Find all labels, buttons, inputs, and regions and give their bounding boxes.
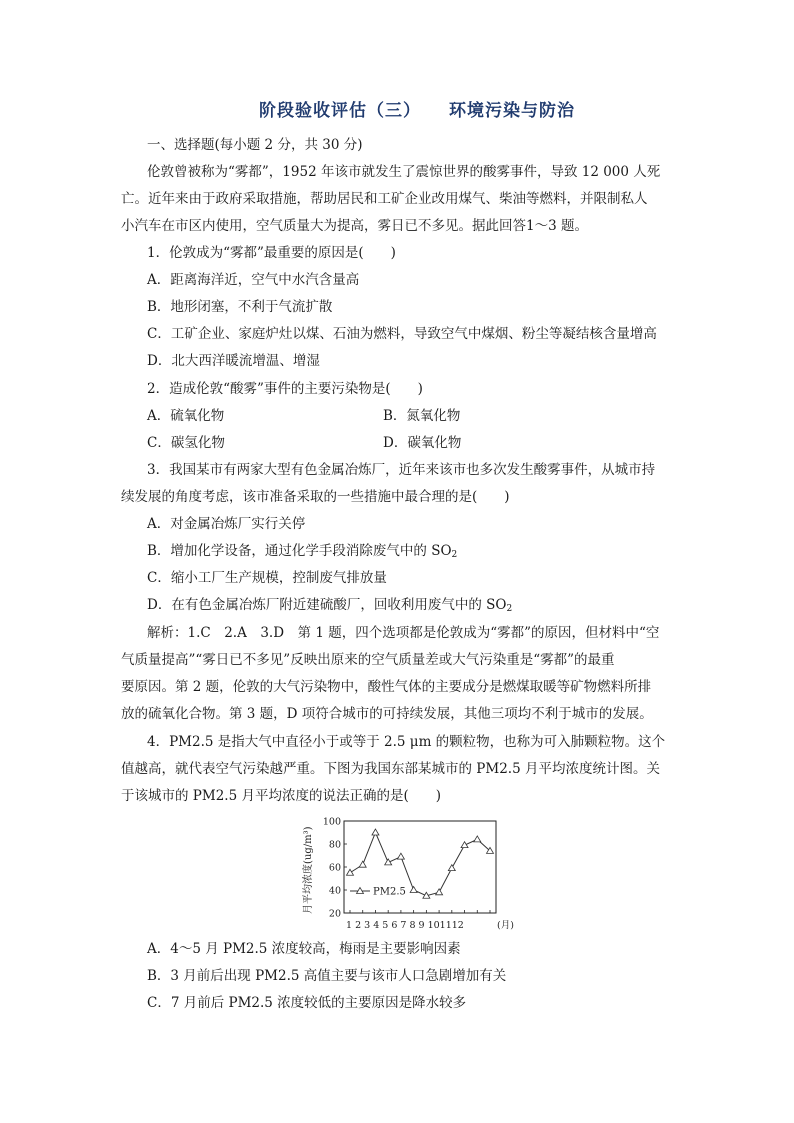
question-1-option-b: B．地形闭塞，不利于气流扩散 (147, 299, 333, 315)
question-1-option-a: A．距离海洋近，空气中水汽含量高 (147, 272, 360, 288)
question-4-stem-line-2: 值越高，就代表空气污染越严重。下图为我国东部某城市的 PM2.5 月平均浓度统计图。关 (121, 761, 660, 777)
question-2-option-c: C．碳氢化物 (147, 435, 225, 451)
question-1-option-d: D．北大西洋暖流增温、增湿 (147, 353, 320, 369)
title-sub: 环境污染与防治 (449, 101, 575, 121)
data-point-marker (347, 869, 354, 875)
data-point-marker (397, 853, 404, 859)
plot-frame (344, 821, 496, 913)
question-3-stem-line-2: 续发展的角度考虑，该市准备采取的一些措施中最合理的是( ) (121, 489, 510, 505)
question-1-option-c: C．工矿企业、家庭炉灶以煤、石油为燃料，导致空气中煤烟、粉尘等凝结核含量增高 (147, 326, 657, 342)
analysis-line-1: 解析：1.C 2.A 3.D 第 1 题，四个选项都是伦敦成为“雾都”的原因，但材料中“空 (147, 625, 660, 641)
subscript-2: 2 (451, 550, 458, 560)
question-3-option-a: A．对金属冶炼厂实行关停 (147, 516, 306, 532)
analysis-line-4: 放的硫氧化合物。第 3 题，D 项符合城市的可持续发展，其他三项均不利于城市的发展。 (121, 706, 653, 722)
legend-label: PM2.5 (373, 886, 406, 898)
x-tick-labels: 1 2 3 4 5 6 7 8 9 101112 (346, 920, 464, 931)
analysis-line-3: 要原因。第 2 题，伦敦的大气污染物中，酸性气体的主要成分是燃煤取暖等矿物燃料所排 (121, 679, 652, 695)
data-point-marker (385, 859, 392, 865)
question-3-option-d: D．在有色金属冶炼厂附近建硫酸厂，回收利用废气中的 $SO_2$ (147, 597, 513, 614)
question-4-option-c: C．7 月前后 PM2.5 浓度较低的主要原因是降水较多 (147, 995, 467, 1011)
y-tick-label: 20 (328, 908, 341, 920)
section-heading: 一、选择题(每小题 2 分，共 30 分) (147, 137, 363, 153)
question-2-option-b: B．氮氧化物 (383, 408, 461, 424)
question-4-option-a: A．4～5 月 PM2.5 浓度较高，梅雨是主要影响因素 (147, 941, 461, 957)
data-point-marker (474, 836, 481, 842)
analysis-line-2: 气质量提高”“雾日已不多见”反映出原来的空气质量差或大气污染重是“雾都”的最重 (121, 652, 615, 668)
question-4-stem-line-1: 4．PM2.5 是指大气中直径小于或等于 2.5 μm 的颗粒物，也称为可入肺颗粒物。这个 (147, 734, 666, 750)
question-2-option-a: A．硫氧化物 (147, 408, 225, 424)
question-2-stem: 2．造成伦敦“酸雾”事件的主要污染物是( ) (147, 381, 423, 397)
x-axis-unit: (月) (497, 920, 514, 931)
data-point-marker (372, 829, 379, 835)
data-point-marker (436, 889, 443, 895)
question-4-stem-line-3: 于该城市的 PM2.5 月平均浓度的说法正确的是( ) (121, 788, 441, 804)
data-point-marker (359, 861, 366, 867)
y-axis-label: 月平均浓度(ug/m³) (303, 826, 314, 914)
pm25-line-chart (300, 816, 530, 934)
legend (350, 887, 406, 898)
y-tick-label: 80 (328, 839, 341, 851)
question-3-option-b: B．增加化学设备，通过化学手段消除废气中的 $SO_2$ (147, 543, 458, 560)
title-main: 阶段验收评估（三） (259, 101, 421, 121)
intro-line-1: 伦敦曾被称为“雾都”，1952 年该市就发生了震惊世界的酸雾事件，导致 12 000 人死 (147, 164, 661, 180)
question-4-option-b: B．3 月前后出现 PM2.5 高值主要与该市人口急剧增加有关 (147, 968, 507, 984)
page-title (0, 96, 794, 121)
y-tick-label: 60 (328, 862, 341, 874)
data-point-marker (448, 865, 455, 871)
question-1-stem: 1．伦敦成为“雾都”最重要的原因是( ) (147, 245, 396, 261)
subscript-2: 2 (506, 604, 513, 614)
pm25-series-line (350, 833, 490, 896)
question-3-stem-line-1: 3．我国某市有两家大型有色金属冶炼厂，近年来该市也多次发生酸雾事件，从城市持 (147, 462, 656, 478)
question-3-option-c: C．缩小工厂生产规模，控制废气排放量 (147, 570, 387, 586)
y-tick-label: 100 (322, 816, 341, 828)
intro-line-2: 亡。近年来由于政府采取措施，帮助居民和工矿企业改用煤气、柴油等燃料，并限制私人 (121, 191, 648, 207)
intro-line-3: 小汽车在市区内使用，空气质量大为提高，雾日已不多见。据此回答1～3 题。 (121, 218, 588, 234)
question-2-option-d: D．碳氧化物 (383, 435, 462, 451)
data-point-marker (461, 842, 468, 848)
y-tick-label: 40 (328, 885, 341, 897)
data-point-marker (410, 887, 417, 893)
